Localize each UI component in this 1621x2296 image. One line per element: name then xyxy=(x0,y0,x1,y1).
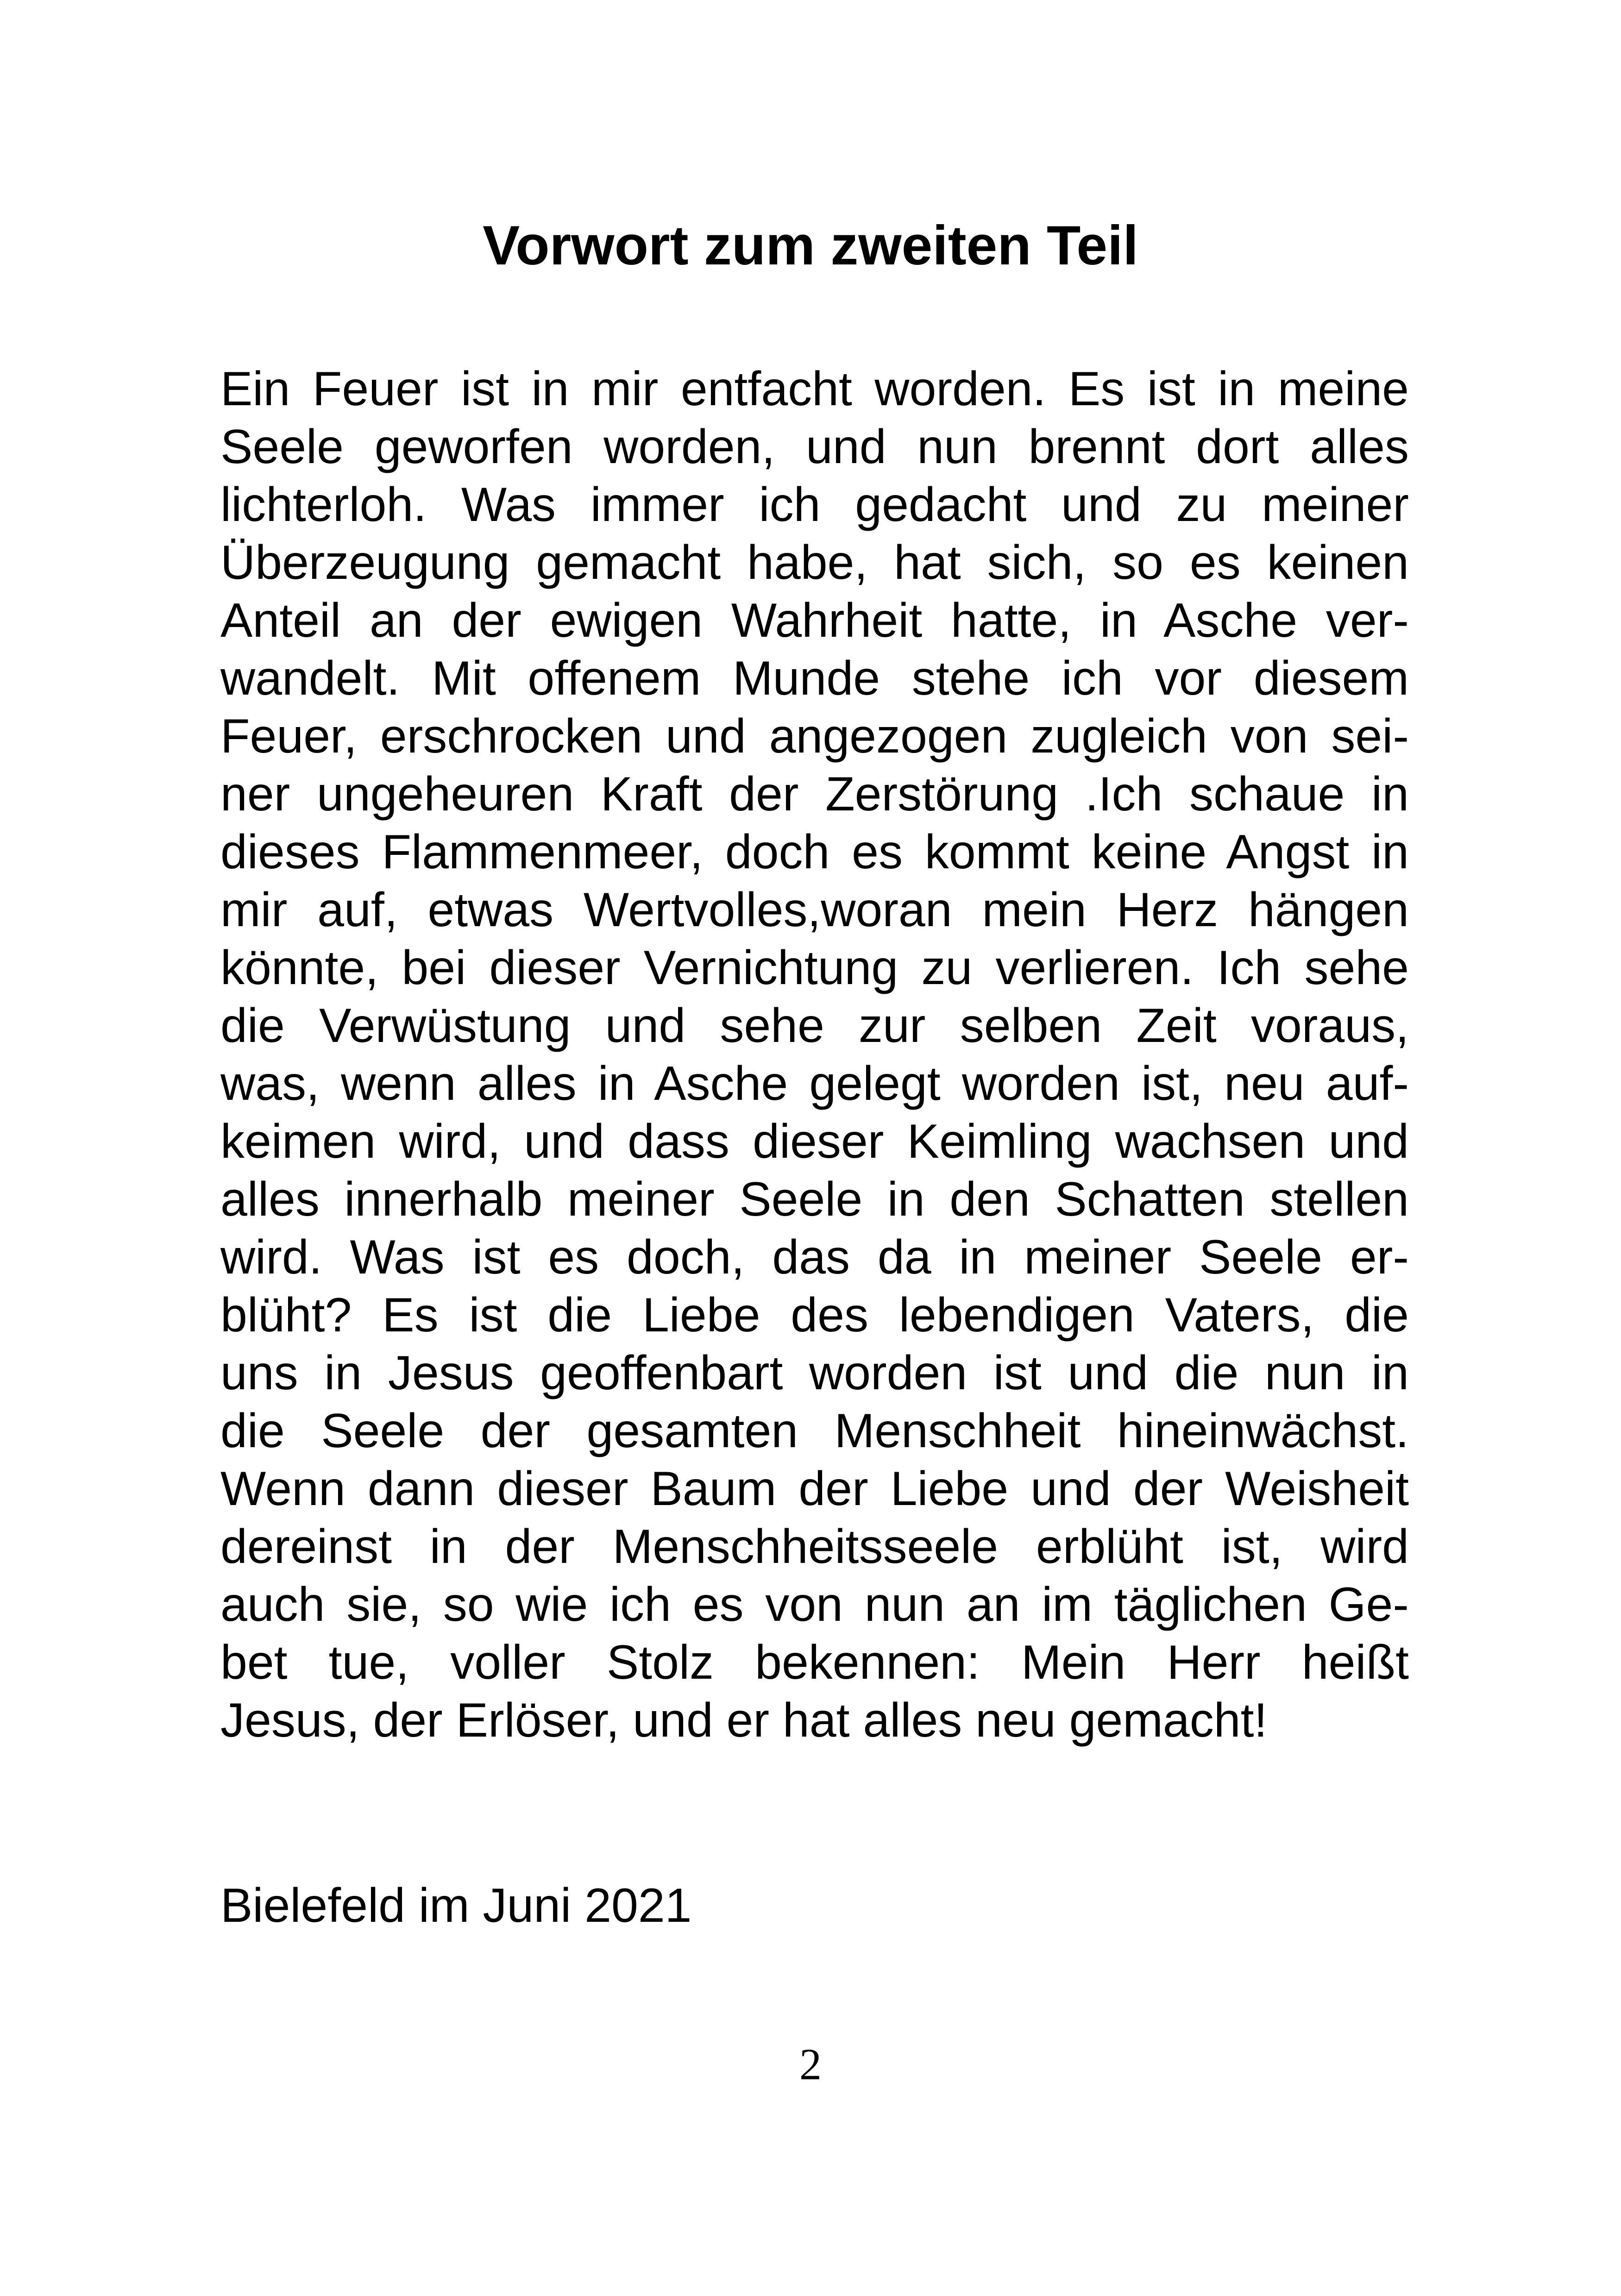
body-line: auch sie, so wie ich es von nun an im täglichen Ge- xyxy=(220,1578,1409,1631)
body-line: Seele geworfen worden, und nun brennt dort alles xyxy=(220,420,1409,474)
body-line: blüht? Es ist die Liebe des lebendigen Vaters, die xyxy=(220,1288,1409,1342)
body-line: Anteil an der ewigen Wahrheit hatte, in Asche ver- xyxy=(220,594,1409,647)
body-line: was, wenn alles in Asche gelegt worden ist, neu auf- xyxy=(220,1057,1409,1110)
body-line: die Seele der gesamten Menschheit hineinwächst. xyxy=(220,1404,1409,1458)
body-line: mir auf, etwas Wertvolles,woran mein Herz hängen xyxy=(220,883,1409,937)
body-line: Überzeugung gemacht habe, hat sich, so es keinen xyxy=(220,536,1409,590)
body-line: könnte, bei dieser Vernichtung zu verlieren. Ich sehe xyxy=(220,941,1409,995)
body-line: bet tue, voller Stolz bekennen: Mein Herr heißt xyxy=(220,1636,1409,1689)
body-line: lichterloh. Was immer ich gedacht und zu meiner xyxy=(220,478,1409,532)
body-line: alles innerhalb meiner Seele in den Schatten stellen xyxy=(220,1173,1409,1226)
page-title: Vorwort zum zweiten Teil xyxy=(483,214,1138,276)
body-line: ner ungeheuren Kraft der Zerstörung .Ich schaue in xyxy=(220,767,1409,821)
body-line: uns in Jesus geoffenbart worden ist und die nun in xyxy=(220,1346,1409,1400)
body-line: Jesus, der Erlöser, und er hat alles neu gemacht! xyxy=(220,1694,1268,1747)
body-line: Feuer, erschrocken und angezogen zugleich von sei- xyxy=(220,709,1409,763)
signature-line: Bielefeld im Juni 2021 xyxy=(220,1879,692,1932)
body-line: wird. Was ist es doch, das da in meiner Seele er- xyxy=(220,1230,1409,1284)
body-line: dieses Flammenmeer, doch es kommt keine Angst in xyxy=(220,825,1409,879)
body-line: dereinst in der Menschheitsseele erblüht ist, wird xyxy=(220,1520,1409,1574)
body-text xyxy=(220,360,1409,1750)
body-line: wandelt. Mit offenem Munde stehe ich vor diesem xyxy=(220,652,1409,705)
body-line: Wenn dann dieser Baum der Liebe und der Weisheit xyxy=(220,1462,1409,1516)
body-line: Ein Feuer ist in mir entfacht worden. Es ist in meine xyxy=(220,362,1409,416)
body-line: die Verwüstung und sehe zur selben Zeit voraus, xyxy=(220,999,1409,1053)
body-line: keimen wird, und dass dieser Keimling wachsen und xyxy=(220,1115,1409,1168)
page-number: 2 xyxy=(799,2039,822,2089)
